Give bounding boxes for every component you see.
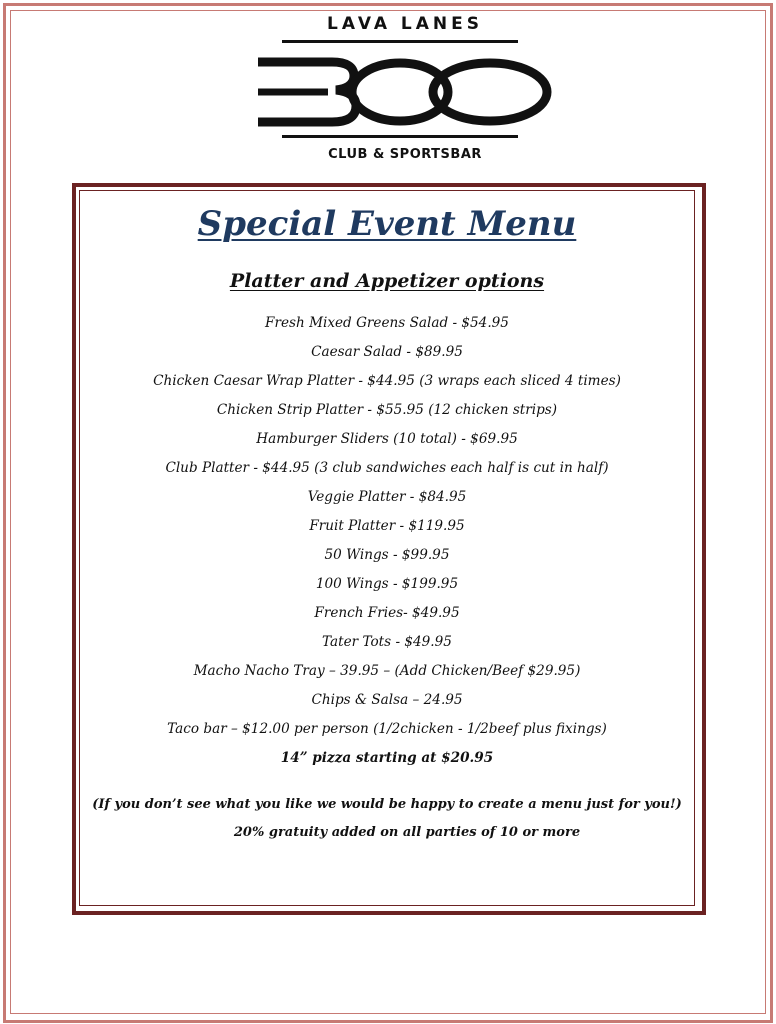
menu-item: Fresh Mixed Greens Salad - $54.95	[265, 315, 509, 331]
menu-list	[80, 309, 694, 773]
menu-title: Special Event Menu	[197, 204, 577, 244]
menu-item: 100 Wings - $199.95	[315, 576, 459, 592]
pizza-item: 14” pizza starting at $20.95	[280, 750, 494, 766]
menu-item: Chicken Caesar Wrap Platter - $44.95 (3 wraps each sliced 4 times)	[153, 373, 621, 389]
logo-top-text: LAVA LANES	[327, 14, 483, 34]
menu-item: Hamburger Sliders (10 total) - $69.95	[256, 431, 518, 447]
logo	[250, 10, 560, 170]
menu-item: Club Platter - $44.95 (3 club sandwiches each half is cut in half)	[165, 460, 609, 476]
menu-item: Taco bar – $12.00 per person (1/2chicken - 1/2beef plus fixings)	[167, 721, 607, 737]
menu-item: French Fries- $49.95	[314, 605, 460, 621]
menu-item: Macho Nacho Tray – 39.95 – (Add Chicken/Beef $29.95)	[193, 663, 581, 679]
custom-menu-note: (If you don’t see what you like we would be happy to create a menu just for you!)	[92, 797, 682, 812]
menu-item: 50 Wings - $99.95	[324, 547, 450, 563]
logo-300-graphic	[250, 10, 560, 170]
menu-item: Chicken Strip Platter - $55.95 (12 chicken strips)	[216, 402, 558, 418]
menu-subtitle: Platter and Appetizer options	[229, 270, 545, 292]
logo-bottom-text: CLUB & SPORTSBAR	[328, 147, 482, 162]
menu-item: Fruit Platter - $119.95	[309, 518, 465, 534]
menu-item: Veggie Platter - $84.95	[307, 489, 467, 505]
menu-item: Tater Tots - $49.95	[322, 634, 452, 650]
menu-item: Caesar Salad - $89.95	[311, 344, 463, 360]
gratuity-note: 20% gratuity added on all parties of 10 or more	[233, 825, 581, 840]
menu-item: Chips & Salsa – 24.95	[311, 692, 463, 708]
